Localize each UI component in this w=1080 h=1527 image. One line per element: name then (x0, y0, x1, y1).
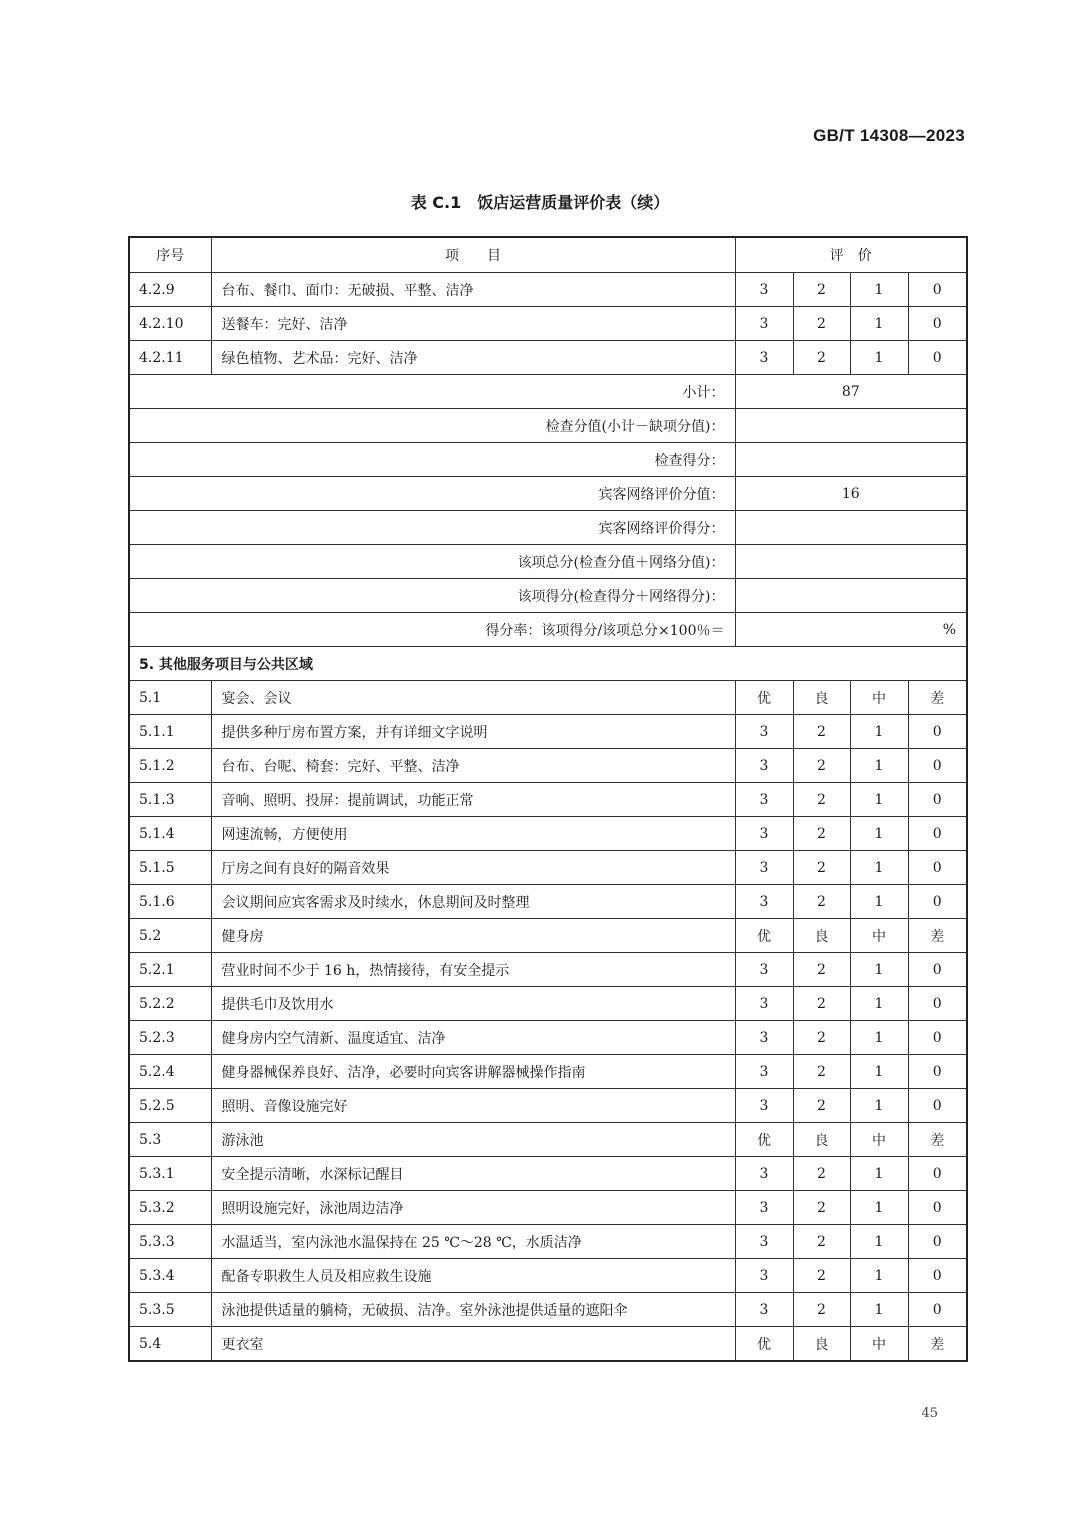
summary-label: 检查得分： (129, 443, 735, 477)
table-row (129, 817, 967, 851)
row-number: 5.4 (129, 1327, 211, 1362)
score-value: 1 (850, 1259, 908, 1293)
score-value: 2 (793, 1021, 850, 1055)
score-value: 0 (908, 817, 967, 851)
table-row (129, 953, 967, 987)
grade-header: 差 (908, 1327, 967, 1362)
summary-value (735, 545, 967, 579)
score-value: 2 (793, 851, 850, 885)
row-number: 5.1.6 (129, 885, 211, 919)
summary-row (129, 511, 967, 545)
score-value: 3 (735, 1157, 793, 1191)
row-item: 网速流畅，方便使用 (211, 817, 735, 851)
score-value: 2 (793, 307, 850, 341)
summary-label: 该项得分(检查得分＋网络得分)： (129, 579, 735, 613)
score-value: 1 (850, 851, 908, 885)
score-value: 3 (735, 273, 793, 307)
table-row (129, 273, 967, 307)
row-number: 5.1 (129, 681, 211, 715)
rate-unit: % (735, 613, 967, 647)
row-number: 5.3.5 (129, 1293, 211, 1327)
table-row (129, 681, 967, 715)
score-value: 0 (908, 1293, 967, 1327)
summary-label: 该项总分(检查分值＋网络分值)： (129, 545, 735, 579)
row-item: 营业时间不少于 16 h，热情接待，有安全提示 (211, 953, 735, 987)
score-value: 2 (793, 749, 850, 783)
score-value: 3 (735, 885, 793, 919)
score-value: 2 (793, 1191, 850, 1225)
row-item: 照明、音像设施完好 (211, 1089, 735, 1123)
row-item: 照明设施完好，泳池周边洁净 (211, 1191, 735, 1225)
score-value: 1 (850, 817, 908, 851)
grade-header: 中 (850, 681, 908, 715)
summary-row (129, 545, 967, 579)
section-row (129, 647, 967, 681)
table-row (129, 1021, 967, 1055)
row-item: 提供多种厅房布置方案，并有详细文字说明 (211, 715, 735, 749)
summary-row (129, 477, 967, 511)
grade-header: 中 (850, 1327, 908, 1362)
evaluation-table (128, 236, 968, 1362)
score-value: 0 (908, 341, 967, 375)
rate-label: 得分率：该项得分/该项总分×100％＝ (129, 613, 735, 647)
row-item: 安全提示清晰，水深标记醒目 (211, 1157, 735, 1191)
page-number: 45 (921, 1406, 938, 1421)
score-value: 0 (908, 1157, 967, 1191)
table-row (129, 1055, 967, 1089)
score-value: 2 (793, 1259, 850, 1293)
grade-header: 优 (735, 1327, 793, 1362)
row-number: 5.2.5 (129, 1089, 211, 1123)
score-value: 1 (850, 783, 908, 817)
grade-header: 差 (908, 919, 967, 953)
score-value: 2 (793, 953, 850, 987)
score-value: 1 (850, 953, 908, 987)
row-item: 音响、照明、投屏：提前调试，功能正常 (211, 783, 735, 817)
row-number: 5.3.4 (129, 1259, 211, 1293)
row-number: 5.2 (129, 919, 211, 953)
row-item: 游泳池 (211, 1123, 735, 1157)
score-value: 1 (850, 273, 908, 307)
row-number: 4.2.11 (129, 341, 211, 375)
table-row (129, 1259, 967, 1293)
grade-header: 优 (735, 1123, 793, 1157)
row-number: 5.1.5 (129, 851, 211, 885)
table-row (129, 1293, 967, 1327)
row-item: 宴会、会议 (211, 681, 735, 715)
summary-value (735, 511, 967, 545)
row-item: 更衣室 (211, 1327, 735, 1362)
section-title: 5. 其他服务项目与公共区域 (129, 647, 967, 681)
table-row (129, 885, 967, 919)
col-header-item: 项 目 (211, 237, 735, 273)
summary-row (129, 443, 967, 477)
score-value: 0 (908, 715, 967, 749)
summary-value (735, 579, 967, 613)
grade-header: 差 (908, 1123, 967, 1157)
summary-value: 87 (735, 375, 967, 409)
score-value: 1 (850, 307, 908, 341)
score-value: 1 (850, 1055, 908, 1089)
grade-header: 中 (850, 1123, 908, 1157)
table-row (129, 1191, 967, 1225)
table-row (129, 715, 967, 749)
summary-value: 16 (735, 477, 967, 511)
score-value: 2 (793, 987, 850, 1021)
row-number: 5.3.2 (129, 1191, 211, 1225)
score-value: 0 (908, 987, 967, 1021)
score-value: 2 (793, 273, 850, 307)
score-value: 3 (735, 953, 793, 987)
score-value: 3 (735, 1055, 793, 1089)
score-value: 1 (850, 1293, 908, 1327)
summary-label: 宾客网络评价分值： (129, 477, 735, 511)
row-item: 配备专职救生人员及相应救生设施 (211, 1259, 735, 1293)
row-number: 5.1.4 (129, 817, 211, 851)
score-value: 1 (850, 1225, 908, 1259)
score-value: 3 (735, 1021, 793, 1055)
score-value: 1 (850, 1089, 908, 1123)
row-number: 5.1.2 (129, 749, 211, 783)
score-value: 0 (908, 851, 967, 885)
row-number: 5.2.1 (129, 953, 211, 987)
score-value: 0 (908, 1191, 967, 1225)
summary-value (735, 443, 967, 477)
summary-value (735, 409, 967, 443)
row-number: 5.2.2 (129, 987, 211, 1021)
row-number: 4.2.9 (129, 273, 211, 307)
grade-header: 良 (793, 1327, 850, 1362)
score-value: 3 (735, 783, 793, 817)
score-value: 2 (793, 783, 850, 817)
score-value: 3 (735, 851, 793, 885)
score-value: 3 (735, 749, 793, 783)
grade-header: 优 (735, 681, 793, 715)
row-item: 水温适当，室内泳池水温保持在 25 ℃～28 ℃，水质洁净 (211, 1225, 735, 1259)
table-row (129, 307, 967, 341)
score-value: 3 (735, 341, 793, 375)
score-value: 0 (908, 1259, 967, 1293)
score-value: 0 (908, 307, 967, 341)
col-header-no: 序号 (129, 237, 211, 273)
score-value: 3 (735, 1293, 793, 1327)
table-row (129, 987, 967, 1021)
score-value: 2 (793, 817, 850, 851)
grade-header: 良 (793, 919, 850, 953)
row-item: 送餐车：完好、洁净 (211, 307, 735, 341)
summary-label: 宾客网络评价得分： (129, 511, 735, 545)
table-row (129, 1157, 967, 1191)
row-number: 5.1.3 (129, 783, 211, 817)
grade-header: 良 (793, 1123, 850, 1157)
score-value: 0 (908, 273, 967, 307)
standard-code: GB/T 14308—2023 (813, 126, 965, 145)
score-value: 3 (735, 1089, 793, 1123)
row-number: 5.2.4 (129, 1055, 211, 1089)
score-value: 3 (735, 987, 793, 1021)
score-value: 3 (735, 1225, 793, 1259)
row-item: 台布、台呢、椅套：完好、平整、洁净 (211, 749, 735, 783)
score-value: 3 (735, 1259, 793, 1293)
score-value: 3 (735, 715, 793, 749)
row-item: 台布、餐巾、面巾：无破损、平整、洁净 (211, 273, 735, 307)
summary-label: 小计： (129, 375, 735, 409)
score-value: 2 (793, 341, 850, 375)
table-title: 表 C.1 饭店运营质量评价表（续） (410, 193, 670, 212)
row-number: 4.2.10 (129, 307, 211, 341)
row-item: 泳池提供适量的躺椅，无破损、洁净。室外泳池提供适量的遮阳伞 (211, 1293, 735, 1327)
score-value: 2 (793, 1293, 850, 1327)
score-value: 2 (793, 885, 850, 919)
grade-header: 中 (850, 919, 908, 953)
score-value: 1 (850, 987, 908, 1021)
grade-header: 差 (908, 681, 967, 715)
row-item: 健身器械保养良好、洁净，必要时向宾客讲解器械操作指南 (211, 1055, 735, 1089)
score-value: 1 (850, 715, 908, 749)
table-row (129, 1123, 967, 1157)
table-row (129, 919, 967, 953)
score-value: 1 (850, 1191, 908, 1225)
row-item: 绿色植物、艺术品：完好、洁净 (211, 341, 735, 375)
score-value: 3 (735, 1191, 793, 1225)
score-value: 3 (735, 817, 793, 851)
score-value: 0 (908, 783, 967, 817)
score-value: 1 (850, 885, 908, 919)
score-value: 0 (908, 953, 967, 987)
rate-row (129, 613, 967, 647)
score-value: 1 (850, 1157, 908, 1191)
table-row (129, 1327, 967, 1362)
score-value: 1 (850, 1021, 908, 1055)
table-row (129, 851, 967, 885)
score-value: 0 (908, 1021, 967, 1055)
row-number: 5.3.3 (129, 1225, 211, 1259)
row-number: 5.3.1 (129, 1157, 211, 1191)
score-value: 0 (908, 1089, 967, 1123)
table-row (129, 1225, 967, 1259)
table-row (129, 749, 967, 783)
score-value: 2 (793, 1089, 850, 1123)
score-value: 2 (793, 715, 850, 749)
score-value: 2 (793, 1055, 850, 1089)
summary-label: 检查分值(小计－缺项分值)： (129, 409, 735, 443)
score-value: 0 (908, 1225, 967, 1259)
summary-row (129, 409, 967, 443)
row-number: 5.1.1 (129, 715, 211, 749)
row-number: 5.3 (129, 1123, 211, 1157)
row-item: 健身房 (211, 919, 735, 953)
grade-header: 优 (735, 919, 793, 953)
summary-row (129, 375, 967, 409)
score-value: 2 (793, 1225, 850, 1259)
row-number: 5.2.3 (129, 1021, 211, 1055)
row-item: 厅房之间有良好的隔音效果 (211, 851, 735, 885)
score-value: 0 (908, 749, 967, 783)
score-value: 1 (850, 341, 908, 375)
score-value: 1 (850, 749, 908, 783)
table-row (129, 341, 967, 375)
row-item: 会议期间应宾客需求及时续水，休息期间及时整理 (211, 885, 735, 919)
table-row (129, 783, 967, 817)
score-value: 3 (735, 307, 793, 341)
score-value: 0 (908, 885, 967, 919)
grade-header: 良 (793, 681, 850, 715)
summary-row (129, 579, 967, 613)
table-row (129, 1089, 967, 1123)
row-item: 提供毛巾及饮用水 (211, 987, 735, 1021)
col-header-eval: 评 价 (735, 237, 967, 273)
score-value: 0 (908, 1055, 967, 1089)
row-item: 健身房内空气清新、温度适宜、洁净 (211, 1021, 735, 1055)
score-value: 2 (793, 1157, 850, 1191)
table-header-row (129, 237, 967, 273)
